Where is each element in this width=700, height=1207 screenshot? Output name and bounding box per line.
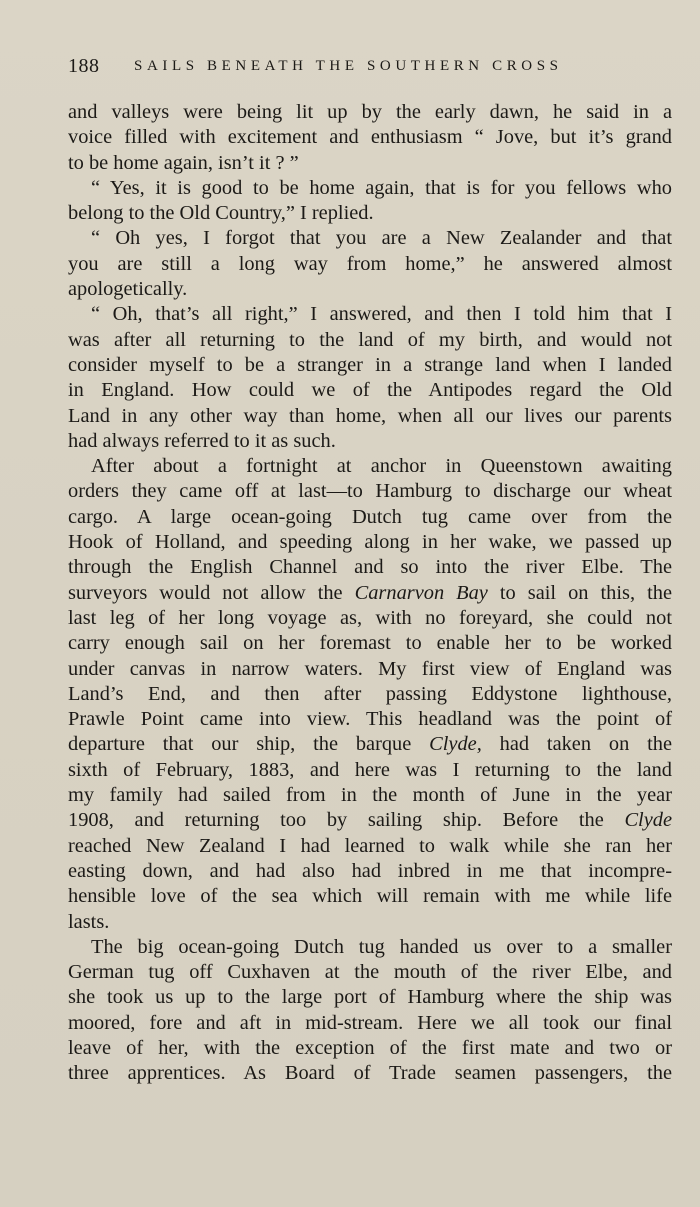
text-line: easting down, and had also had inbred in me that incompre- bbox=[68, 859, 672, 882]
text-line: voice filled with excitement and enthusiasm “ Jove, but it’s grand bbox=[68, 126, 672, 149]
page-number: 188 bbox=[68, 55, 100, 77]
text-line: you are still a long way from home,” he answered almost bbox=[68, 252, 672, 275]
text-run: departure that our ship, the barque bbox=[68, 733, 412, 756]
ship-name-italic: Clyde, bbox=[429, 733, 482, 756]
text-line: and valleys were being lit up by the early dawn, he said in a bbox=[68, 101, 672, 123]
text-line: to be home again, isn’t it ? ” bbox=[68, 151, 299, 174]
text-line: The big ocean-going Dutch tug handed us over to a smaller bbox=[91, 935, 672, 958]
ship-name-italic: Clyde bbox=[624, 809, 672, 832]
text-run: to sail on this, the bbox=[499, 581, 672, 604]
text-line: Prawle Point came into view. This headland was the point of bbox=[68, 708, 672, 731]
text-run: 1908, and returning too by sailing ship. Before the bbox=[68, 809, 604, 832]
text-line: moored, fore and aft in mid-stream. Here we all took our final bbox=[68, 1011, 672, 1034]
text-line: was after all returning to the land of my birth, and would not bbox=[68, 328, 672, 351]
text-line: After about a fortnight at anchor in Queenstown awaiting bbox=[91, 455, 672, 478]
text-line: last leg of her long voyage as, with no foreyard, she could not bbox=[68, 606, 672, 629]
text-line: hensible love of the sea which will remain with me while life bbox=[68, 885, 672, 908]
text-line: my family had sailed from in the month of June in the year bbox=[68, 784, 672, 807]
text-line: “ Yes, it is good to be home again, that is for you fellows who bbox=[91, 176, 672, 199]
text-line: cargo. A large ocean-going Dutch tug came over from the bbox=[68, 505, 672, 528]
text-line: Land in any other way than home, when all our lives our parents bbox=[68, 404, 672, 427]
text-line: under canvas in narrow waters. My first view of England was bbox=[68, 657, 672, 680]
ship-name-italic: Carnarvon Bay bbox=[354, 581, 488, 604]
text-line: “ Oh yes, I forgot that you are a New Zealander and that bbox=[91, 227, 672, 250]
text-line: apologetically. bbox=[68, 278, 188, 301]
body-text bbox=[68, 100, 672, 1087]
text-line: leave of her, with the exception of the first mate and two or bbox=[68, 1036, 672, 1059]
text-line: in England. How could we of the Antipodes regard the Old bbox=[68, 379, 672, 402]
text-line: Hook of Holland, and speeding along in her wake, we passed up bbox=[68, 531, 672, 554]
text-line: through the English Channel and so into the river Elbe. The bbox=[68, 556, 672, 579]
text-line: had always referred to it as such. bbox=[68, 429, 336, 452]
text-line: orders they came off at last—to Hamburg to discharge our wheat bbox=[68, 480, 672, 503]
text-line: Land’s End, and then after passing Eddystone lighthouse, bbox=[68, 682, 672, 705]
text-line bbox=[68, 732, 672, 757]
text-line: reached New Zealand I had learned to walk while she ran her bbox=[68, 834, 672, 857]
text-line: belong to the Old Country,” I replied. bbox=[68, 202, 374, 225]
page-header bbox=[68, 55, 643, 85]
text-line bbox=[68, 808, 672, 833]
text-line: three apprentices. As Board of Trade seamen passengers, the bbox=[68, 1062, 672, 1085]
text-line: lasts. bbox=[68, 910, 110, 933]
text-line: sixth of February, 1883, and here was I returning to the land bbox=[68, 758, 672, 781]
text-line: consider myself to be a stranger in a strange land when I landed bbox=[68, 353, 672, 376]
text-line bbox=[68, 581, 672, 606]
text-run: had taken on the bbox=[499, 733, 672, 756]
text-line: “ Oh, that’s all right,” I answered, and then I told him that I bbox=[91, 303, 672, 326]
text-line: German tug off Cuxhaven at the mouth of the river Elbe, and bbox=[68, 961, 672, 984]
text-run: surveyors would not allow the bbox=[68, 581, 343, 604]
text-line: she took us up to the large port of Hamburg where the ship was bbox=[68, 986, 672, 1009]
running-head: SAILS BENEATH THE SOUTHERN CROSS bbox=[134, 58, 563, 74]
text-line: carry enough sail on her foremast to enable her to be worked bbox=[68, 632, 672, 655]
